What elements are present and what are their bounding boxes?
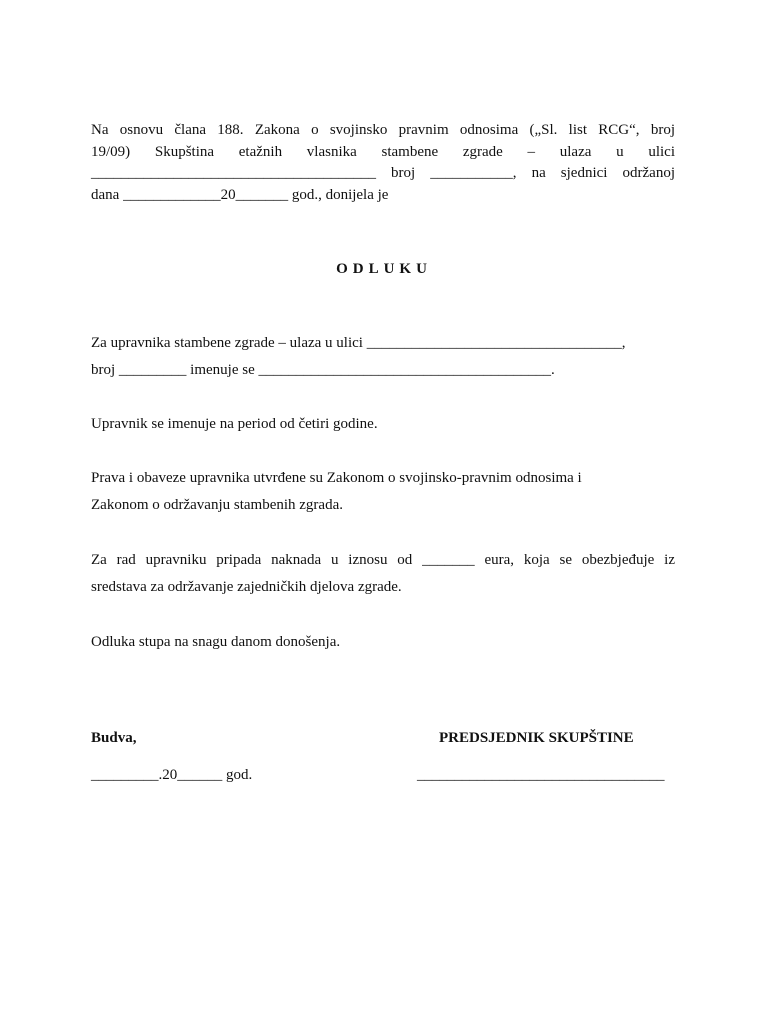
effective-line: Odluka stupa na snagu danom donošenja. <box>91 634 341 650</box>
intro-line-3: ______________________________________ broj ___________, na sjednici održanoj <box>91 165 675 181</box>
rights-line-2: Zakonom o održavanju stambenih zgrada. <box>91 497 343 513</box>
rights-line-1: Prava i obaveze upravnika utvrđene su Zakonom o svojinsko-pravnim odnosima i <box>91 470 582 486</box>
appointment-paragraph <box>91 330 675 384</box>
rights-paragraph <box>91 465 675 519</box>
term-paragraph <box>91 411 675 438</box>
intro-line-4: dana _____________20_______ god., donijela je <box>91 186 389 203</box>
compensation-line-2: sredstava za održavanje zajedničkih djelova zgrade. <box>91 579 402 595</box>
effective-paragraph <box>91 629 675 656</box>
date-field: _________.20______ god. <box>91 767 253 783</box>
place-label: Budva, <box>91 730 137 746</box>
appointment-line-2: broj _________ imenuje se _______________________________________. <box>91 362 555 378</box>
term-line: Upravnik se imenuje na period od četiri godine. <box>91 416 378 432</box>
signature-line: _________________________________ <box>417 767 665 783</box>
compensation-paragraph <box>91 547 675 601</box>
signatory-role: PREDSJEDNIK SKUPŠTINE <box>439 730 634 746</box>
appointment-line-1: Za upravnika stambene zgrade – ulaza u ulici __________________________________, <box>91 335 626 351</box>
compensation-line-1: Za rad upravniku pripada naknada u iznosu od _______ eura, koja se obezbjeđuje iz <box>91 552 675 568</box>
intro-paragraph <box>91 120 675 206</box>
intro-line-2: 19/09) Skupština etažnih vlasnika stambene zgrade – ulaza u ulici <box>91 143 675 160</box>
document-title: ODLUKU <box>336 261 432 277</box>
intro-line-1: Na osnovu člana 188. Zakona o svojinsko pravnim odnosima („Sl. list RCG“, broj <box>91 122 675 138</box>
